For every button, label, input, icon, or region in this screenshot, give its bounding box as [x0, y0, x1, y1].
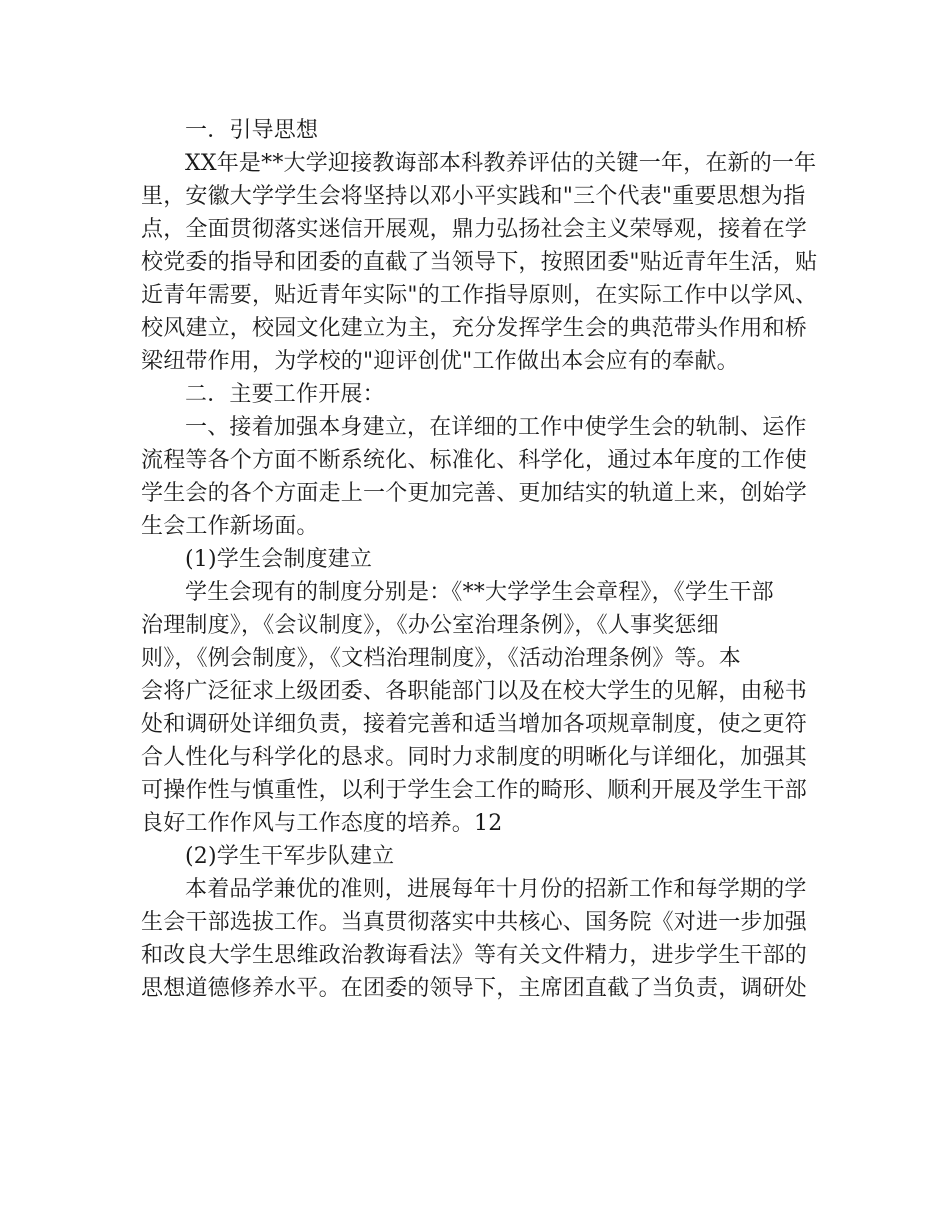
subsection-heading-system: (1)学生会制度建立	[185, 547, 373, 572]
paragraph-line: 生会干部选拔工作。当真贯彻落实中共核心、国务院《对进一步加强	[141, 910, 808, 935]
paragraph-line: 校党委的指导和团委的直截了当领导下，按照团委"贴近青年生活，贴	[141, 250, 818, 275]
paragraph-line: 处和调研处详细负责，接着完善和适当增加各项规章制度，使之更符	[141, 712, 808, 737]
paragraph-line: XX年是**大学迎接教诲部本科教养评估的关键一年，在新的一年	[185, 151, 817, 176]
paragraph-line: 良好工作作风与工作态度的培养。12	[141, 811, 503, 836]
paragraph-line: 和改良大学生思维政治教诲看法》等有关文件精力，进步学生干部的	[141, 943, 808, 968]
paragraph-line: 校风建立，校园文化建立为主，充分发挥学生会的典范带头作用和桥	[141, 316, 808, 341]
section-heading-main-work: 二．主要工作开展：	[185, 382, 385, 407]
paragraph-line: 会将广泛征求上级团委、各职能部门以及在校大学生的见解，由秘书	[141, 679, 808, 704]
paragraph-line: 生会工作新场面。	[141, 514, 319, 539]
paragraph-line: 本着品学兼优的准则，进展每年十月份的招新工作和每学期的学	[185, 877, 807, 902]
paragraph-line: 学生会的各个方面走上一个更加完善、更加结实的轨道上来，创始学	[141, 481, 808, 506]
paragraph-line: 近青年需要，贴近青年实际"的工作指导原则，在实际工作中以学风、	[141, 283, 818, 308]
paragraph-line: 可操作性与慎重性，以利于学生会工作的畸形、顺利开展及学生干部	[141, 778, 808, 803]
paragraph-line: 治理制度》，《会议制度》，《办公室治理条例》，《人事奖惩细	[141, 613, 719, 638]
paragraph-line: 里，安徽大学学生会将坚持以邓小平实践和"三个代表"重要思想为指	[141, 184, 806, 209]
paragraph-line: 则》，《例会制度》，《文档治理制度》，《活动治理条例》等。本	[141, 646, 742, 671]
paragraph-line: 学生会现有的制度分别是：《**大学学生会章程》，《学生干部	[185, 580, 774, 605]
paragraph-line: 点，全面贯彻落实迷信开展观，鼎力弘扬社会主义荣辱观，接着在学	[141, 217, 808, 242]
section-heading-guiding-thought: 一．引导思想	[185, 118, 319, 143]
paragraph-line: 一、接着加强本身建立，在详细的工作中使学生会的轨制、运作	[185, 415, 807, 440]
paragraph-line: 梁纽带作用，为学校的"迎评创优"工作做出本会应有的奉献。	[141, 349, 739, 374]
subsection-heading-cadre-team: (2)学生干军步队建立	[185, 844, 395, 869]
paragraph-line: 流程等各个方面不断系统化、标准化、科学化，通过本年度的工作使	[141, 448, 808, 473]
paragraph-line: 思想道德修养水平。在团委的领导下，主席团直截了当负责，调研处	[141, 976, 808, 1001]
paragraph-line: 合人性化与科学化的恳求。同时力求制度的明晰化与详细化，加强其	[141, 745, 808, 770]
